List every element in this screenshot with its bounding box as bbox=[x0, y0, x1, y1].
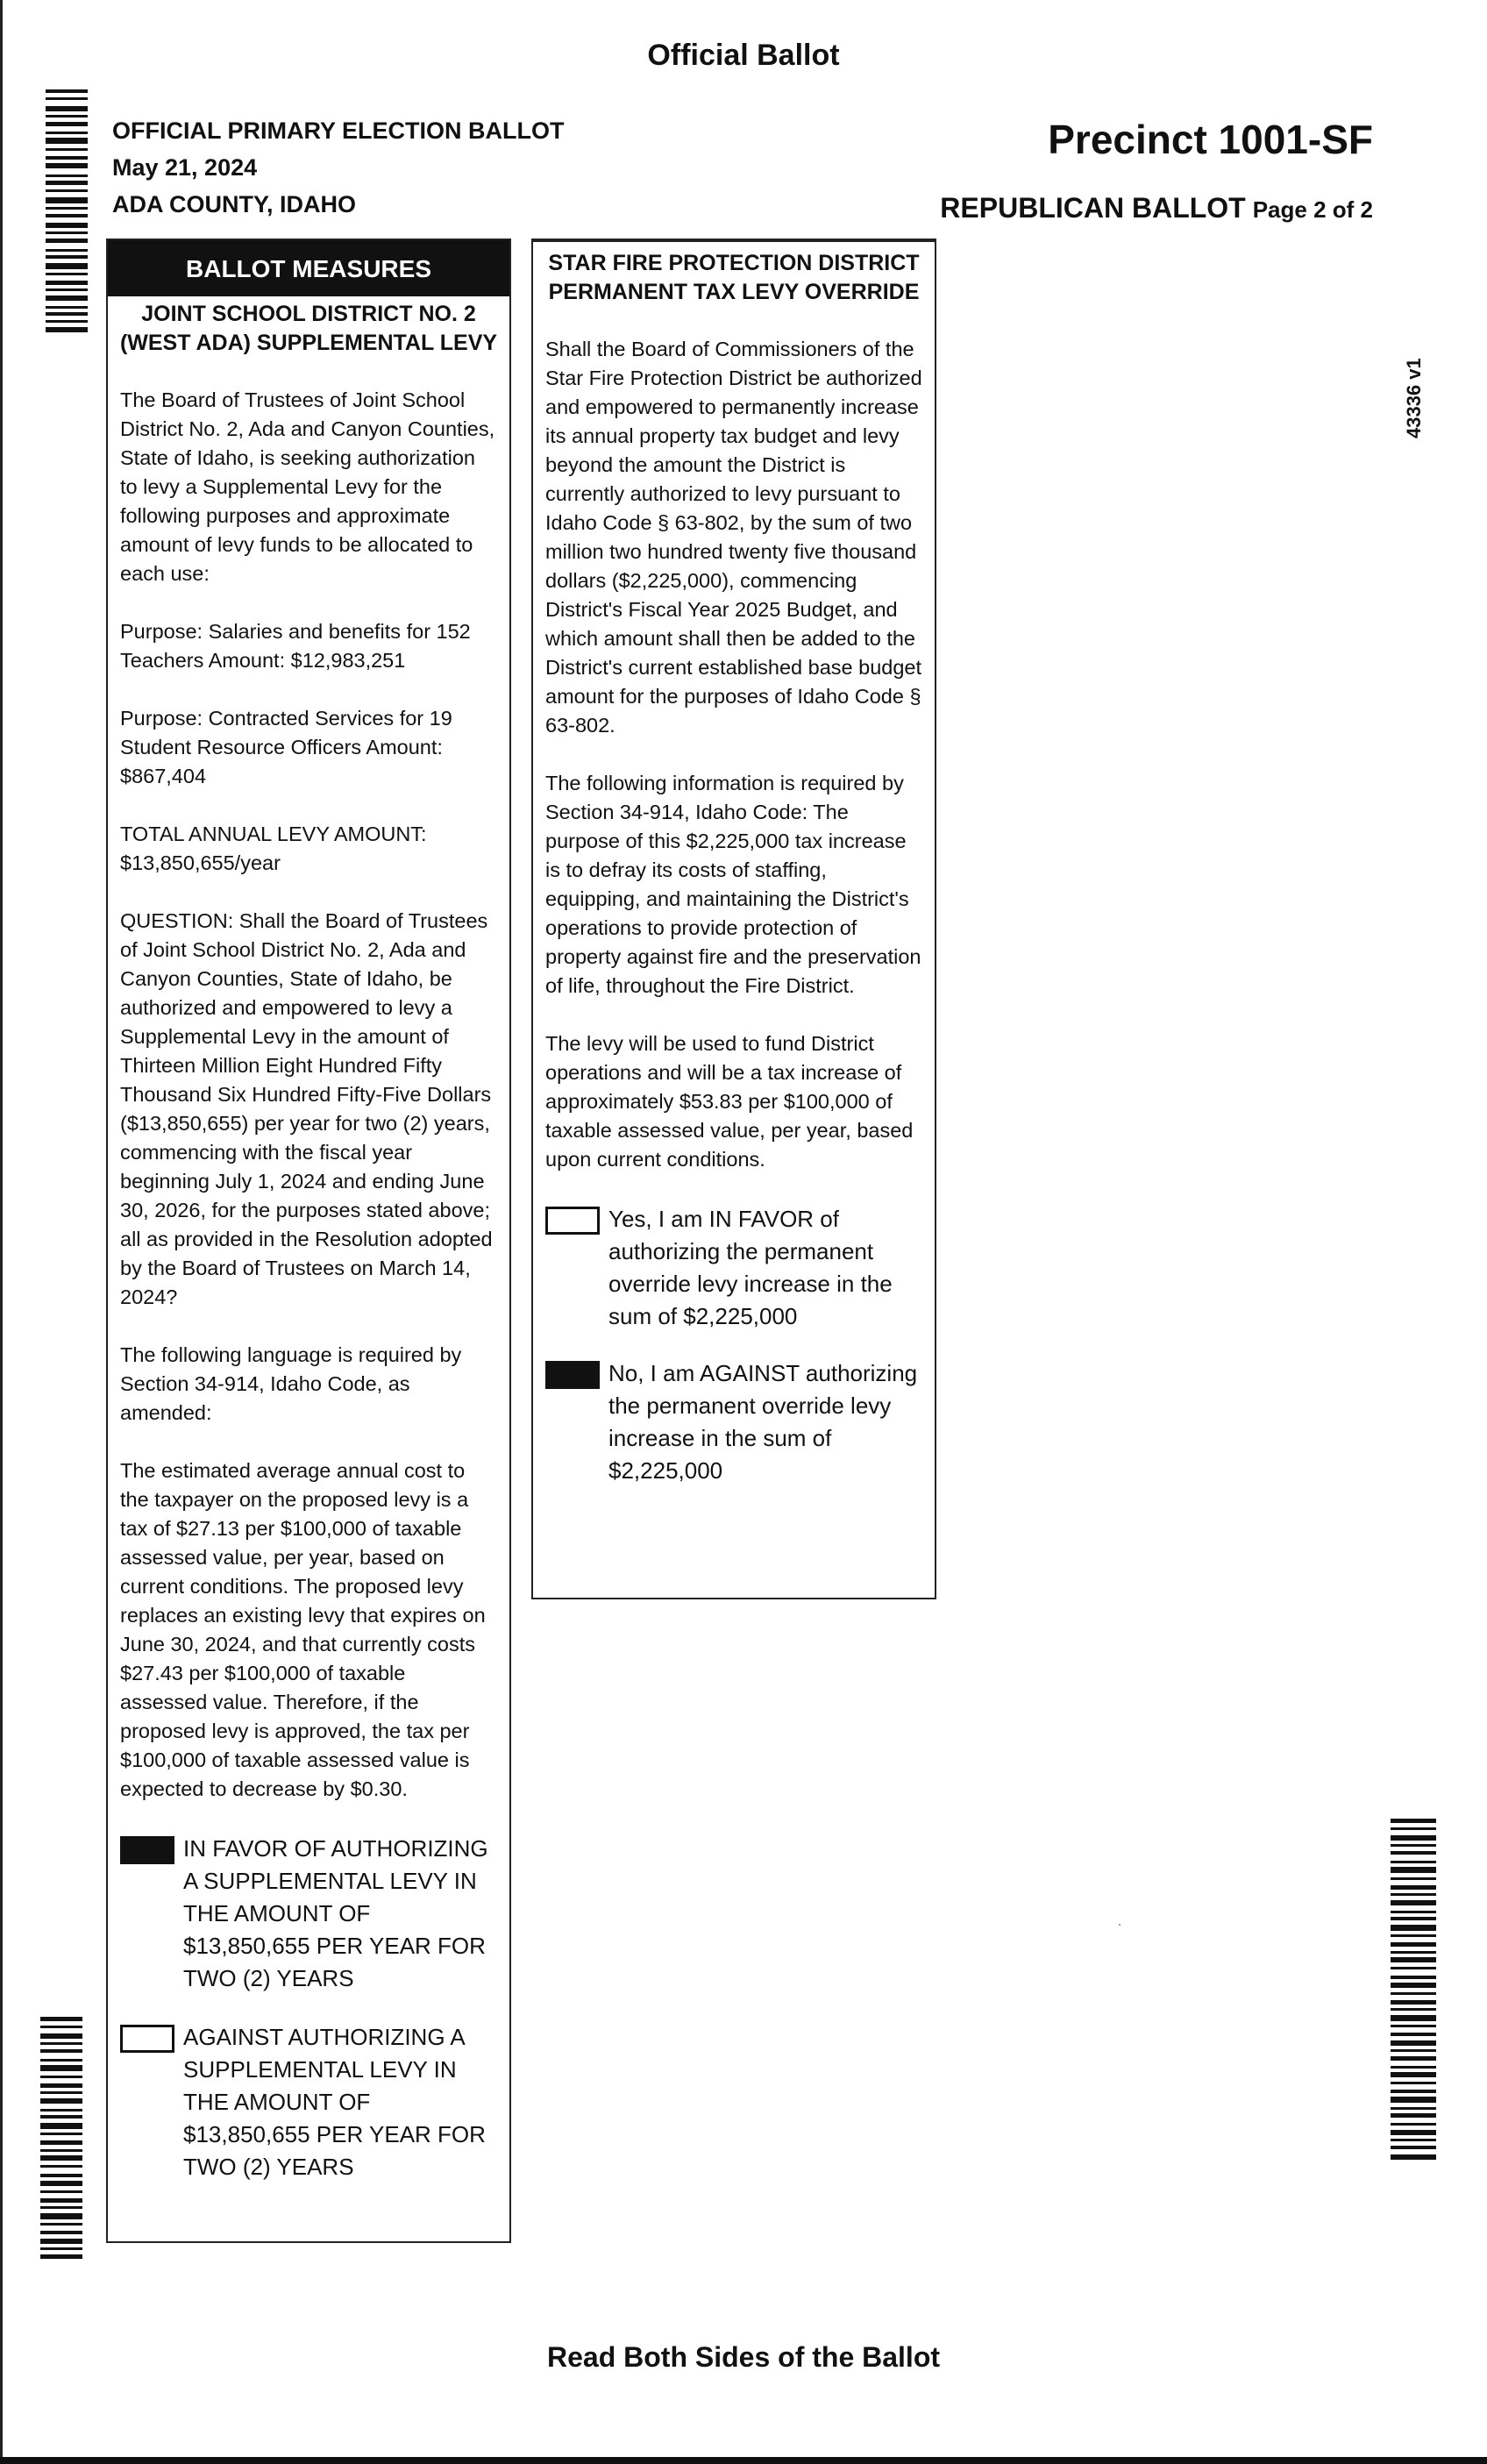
vote-target-filled[interactable] bbox=[120, 1836, 174, 1864]
option-against-label: AGAINST AUTHORIZING A SUPPLEMENTAL LEVY IN THE AMOUNT OF $13,850,655 PER YEAR FOR TWO (2) YEARS bbox=[183, 2024, 486, 2180]
timing-barcode-right bbox=[1391, 1819, 1436, 2160]
measure-2-title-line2: PERMANENT TAX LEVY OVERRIDE bbox=[548, 280, 920, 304]
ballot-version: 43336 v1 bbox=[1403, 358, 1425, 438]
official-ballot-title: Official Ballot bbox=[647, 39, 840, 72]
page-border-left bbox=[0, 0, 3, 2464]
measure-1-body bbox=[108, 358, 509, 2183]
measure-1-paragraph: Purpose: Salaries and benefits for 152 Teachers Amount: $12,983,251 bbox=[120, 620, 471, 672]
vote-target-empty[interactable] bbox=[120, 2025, 174, 2053]
precinct-label: Precinct 1001-SF bbox=[1048, 117, 1373, 162]
measure-2-paragraph: The following information is required by Section 34-914, Idaho Code: The purpose of this $2,225,000 tax increase is to defray its costs of staffing, equipping, and maintaining the District's operations to provide protection of property against fire and the preservation of life, throughout the Fire District. bbox=[545, 772, 921, 997]
measure-2-paragraph: The levy will be used to fund District operations and will be a tax increase of approximately $53.83 per $100,000 of taxable assessed value, per year, based upon current conditions. bbox=[545, 1032, 914, 1171]
ballot-type: REPUBLICAN BALLOT bbox=[940, 192, 1246, 224]
ballot-type-line bbox=[940, 192, 1373, 224]
measure-1-paragraph: The Board of Trustees of Joint School District No. 2, Ada and Canyon Counties, State of Idaho, is seeking authorization to levy a Supplemental Levy for the following purposes and approximate amount of levy funds to be allocated to each use: bbox=[120, 388, 495, 585]
option-yes-label: Yes, I am IN FAVOR of authorizing the permanent override levy increase in the sum of $2,225,000 bbox=[608, 1206, 893, 1329]
measure-1-title bbox=[108, 296, 509, 358]
vote-target-filled[interactable] bbox=[545, 1361, 600, 1389]
measure-2-body bbox=[533, 307, 935, 1487]
section-heading: BALLOT MEASURES bbox=[108, 240, 509, 296]
footer-instruction: Read Both Sides of the Ballot bbox=[546, 2341, 941, 2373]
election-date: May 21, 2024 bbox=[112, 154, 258, 181]
measure-1-title-line1: JOINT SCHOOL DISTRICT NO. 2 bbox=[141, 302, 476, 326]
measure-1-paragraph: The following language is required by Section 34-914, Idaho Code, as amended: bbox=[120, 1343, 462, 1424]
measure-1-paragraph: The estimated average annual cost to the taxpayer on the proposed levy is a tax of $27.13 per $100,000 of taxable assessed value, per year, based on current conditions. The proposed levy replaces an existing levy that expires on June 30, 2024, and that currently costs $27.43 per $100,000 of taxable assessed value. Therefore, if the proposed levy is approved, the tax per $100,000 of taxable assessed value is expected to decrease by $0.30. bbox=[120, 1459, 486, 1800]
measure-1-title-line2: (WEST ADA) SUPPLEMENTAL LEVY bbox=[119, 331, 498, 355]
county-name: ADA COUNTY, IDAHO bbox=[112, 191, 357, 217]
scan-speck bbox=[1119, 1924, 1121, 1926]
measure-2-title-line1: STAR FIRE PROTECTION DISTRICT bbox=[548, 251, 920, 275]
option-yes[interactable] bbox=[545, 1203, 922, 1333]
timing-barcode-bottom-left bbox=[40, 2017, 82, 2259]
option-in-favor[interactable] bbox=[120, 1833, 497, 1995]
option-no-label: No, I am AGAINST authorizing the permanent override levy increase in the sum of $2,225,000 bbox=[608, 1360, 918, 1484]
measure-school-levy bbox=[106, 239, 511, 2243]
election-name: OFFICIAL PRIMARY ELECTION BALLOT bbox=[112, 118, 565, 144]
option-against[interactable] bbox=[120, 2021, 497, 2183]
measure-1-paragraph: QUESTION: Shall the Board of Trustees of Joint School District No. 2, Ada and Canyon Counties, State of Idaho, be authorized and empowered to levy a Supplemental Levy in the amount of Thirteen Million Eight Hundred Fifty Thousand Six Hundred Fifty-Five Dollars ($13,850,655) per year for two (2) years, commencing with the fiscal year beginning July 1, 2024 and ending June 30, 2026, for the purposes stated above; all as provided in the Resolution adopted by the Board of Trustees on March 14, 2024? bbox=[120, 909, 493, 1308]
measure-1-paragraph: Purpose: Contracted Services for 19 Student Resource Officers Amount: $867,404 bbox=[120, 707, 452, 787]
measure-2-title bbox=[533, 242, 935, 307]
vote-target-empty[interactable] bbox=[545, 1207, 600, 1235]
page-indicator: Page 2 of 2 bbox=[1252, 196, 1373, 223]
timing-barcode-top-left bbox=[46, 89, 88, 332]
page-border-bottom bbox=[0, 2457, 1487, 2464]
measure-fire-levy bbox=[531, 239, 936, 1599]
measure-2-paragraph: Shall the Board of Commissioners of the Star Fire Protection District be authorized and empowered to permanently increase its annual property tax budget and levy beyond the amount the District is currently authorized to levy pursuant to Idaho Code § 63-802, by the sum of two million two hundred twenty five thousand dollars ($2,225,000), commencing District's Fiscal Year 2025 Budget, and which amount shall then be added to the District's current established base budget amount for the purposes of Idaho Code § 63-802. bbox=[545, 338, 922, 737]
measure-1-paragraph: TOTAL ANNUAL LEVY AMOUNT: $13,850,655/year bbox=[120, 823, 427, 874]
option-no[interactable] bbox=[545, 1357, 922, 1487]
option-in-favor-label: IN FAVOR OF AUTHORIZING A SUPPLEMENTAL LEVY IN THE AMOUNT OF $13,850,655 PER YEAR FOR TWO (2) YEARS bbox=[183, 1835, 488, 1991]
